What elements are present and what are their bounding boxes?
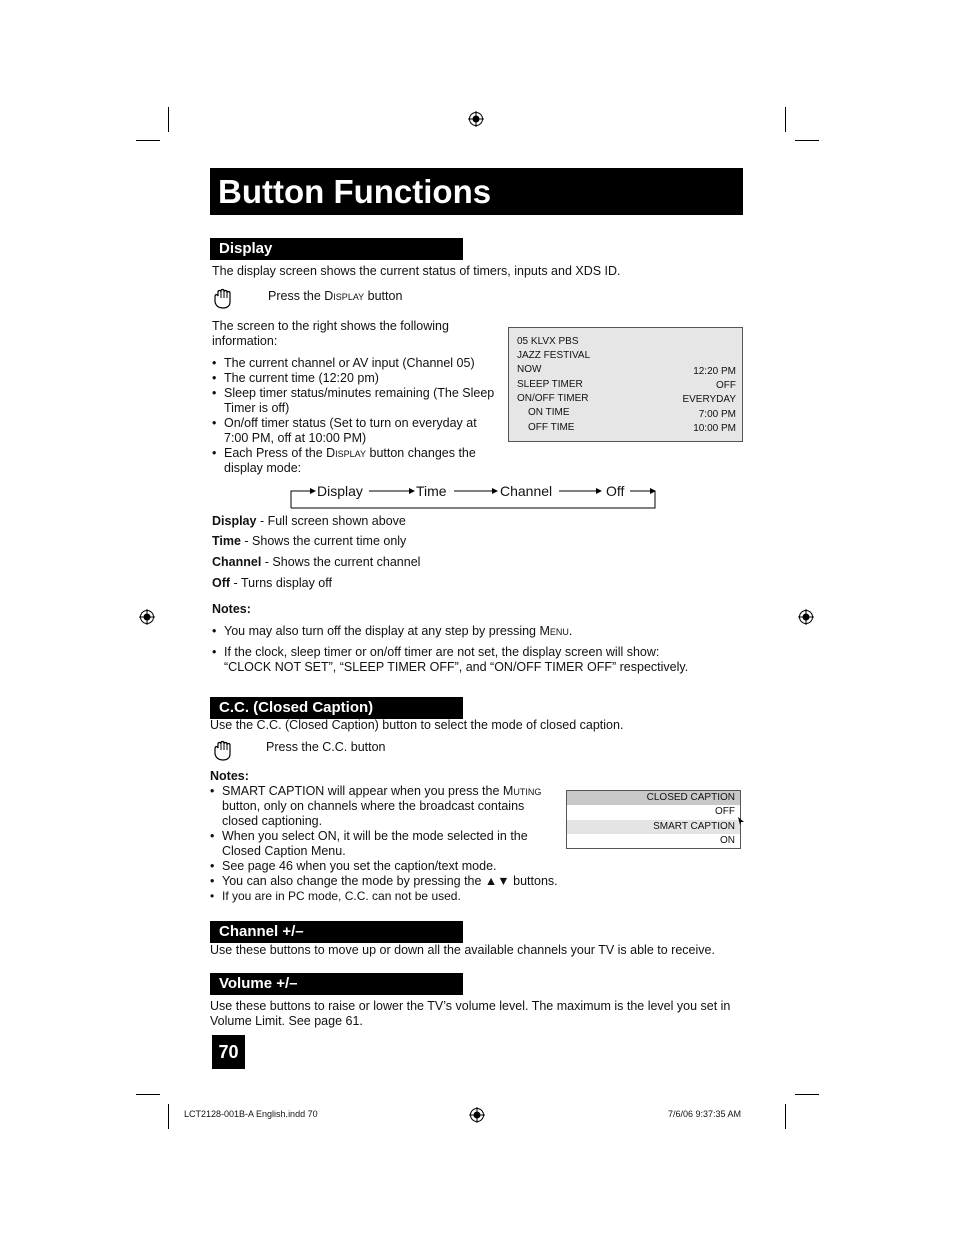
osd-value: 7:00 PM <box>698 409 736 420</box>
display-intro: The display screen shows the current status of timers, inputs and XDS ID. <box>212 264 621 278</box>
section-heading-display: Display <box>210 238 463 260</box>
osd-value: 12:20 PM <box>693 366 736 377</box>
menu-option: SMART CAPTION <box>567 820 740 834</box>
osd-label: ON TIME <box>528 407 570 418</box>
channel-text: Use these buttons to move up or down all the available channels your TV is able to receive. <box>210 943 715 957</box>
list-item: • SMART CAPTION will appear when you press the Muting button, only on channels where the broadcast contains closed captioning. <box>210 784 542 828</box>
osd-label: SLEEP TIMER <box>517 379 583 390</box>
section-heading-channel: Channel +/– <box>210 921 463 943</box>
page-title-bar <box>210 168 743 215</box>
page-number: 70 <box>212 1035 245 1069</box>
display-osd-screen <box>508 327 743 442</box>
notes-label: Notes: <box>210 769 249 783</box>
crop-mark <box>795 140 819 141</box>
menu-option: OFF <box>715 806 735 817</box>
registration-mark-icon <box>798 609 814 625</box>
up-down-arrow-icon: ▲▼ <box>484 874 510 888</box>
press-text: button <box>364 289 403 303</box>
menu-option: ON <box>720 835 735 846</box>
crop-mark <box>136 1094 160 1095</box>
footer-timestamp: 7/6/06 9:37:35 AM <box>668 1109 742 1119</box>
list-item: • On/off timer status (Set to turn on everyday at 7:00 PM, off at 10:00 PM) <box>212 416 477 445</box>
press-hand-icon <box>212 288 236 310</box>
flow-step: Off <box>606 483 625 499</box>
notes-label: Notes: <box>212 602 251 616</box>
list-item: • Each Press of the Display button changes the display mode: <box>212 446 476 475</box>
cc-intro: Use the C.C. (Closed Caption) button to select the mode of closed caption. <box>210 718 624 732</box>
section-heading-closed-caption: C.C. (Closed Caption) <box>210 697 463 719</box>
crop-mark <box>136 140 160 141</box>
crop-mark <box>795 1094 819 1095</box>
volume-text: Use these buttons to raise or lower the TV’s volume level. The maximum is the level you set in Volume Limit. See page 61. <box>210 999 731 1028</box>
osd-label: OFF TIME <box>528 422 575 433</box>
press-text: Press the <box>268 289 325 303</box>
osd-channel: 05 KLVX PBS <box>517 336 579 347</box>
press-hand-icon <box>212 740 236 762</box>
crop-mark <box>168 1104 169 1129</box>
list-item: • When you select ON, it will be the mode selected in the Closed Caption Menu. <box>210 829 528 858</box>
menu-title: CLOSED CAPTION <box>567 791 740 805</box>
page-title: Button Functions <box>218 173 492 210</box>
mode-definition: Display - Full screen shown above <box>212 514 406 528</box>
screen-info-text: The screen to the right shows the following information: <box>212 319 449 348</box>
list-item: • Sleep timer status/minutes remaining (The Sleep Timer is off) <box>212 386 495 415</box>
osd-label: NOW <box>517 364 542 375</box>
footer-file-info: LCT2128-001B-A English.indd 70 <box>184 1109 318 1119</box>
mode-definition: Channel - Shows the current channel <box>212 555 421 569</box>
flow-step: Display <box>317 483 363 499</box>
section-heading-volume: Volume +/– <box>210 973 463 995</box>
key-name: Display <box>324 289 365 303</box>
press-display-instruction <box>268 289 402 304</box>
osd-label: ON/OFF TIMER <box>517 393 589 404</box>
crop-mark <box>785 107 786 132</box>
cursor-icon <box>737 816 745 826</box>
osd-program: JAZZ FESTIVAL <box>517 350 591 361</box>
closed-caption-menu <box>566 790 741 849</box>
crop-mark <box>168 107 169 132</box>
registration-mark-icon <box>468 111 484 127</box>
press-cc-instruction: Press the C.C. button <box>266 740 386 754</box>
osd-value: EVERYDAY <box>682 394 736 405</box>
mode-definition: Off - Turns display off <box>212 576 332 590</box>
registration-mark-icon <box>469 1107 485 1123</box>
registration-mark-icon <box>139 609 155 625</box>
list-item: • If the clock, sleep timer or on/off timer are not set, the display screen will show: “CLOCK NOT SET”, “SLEEP TIMER OFF”, and “ON/OFF TIMER OFF” respectively. <box>212 645 689 674</box>
mode-definition: Time - Shows the current time only <box>212 534 407 548</box>
osd-value: 10:00 PM <box>693 423 736 434</box>
flow-step: Channel <box>500 483 553 499</box>
flow-step: Time <box>416 483 447 499</box>
crop-mark <box>785 1104 786 1129</box>
osd-value: OFF <box>716 380 736 391</box>
